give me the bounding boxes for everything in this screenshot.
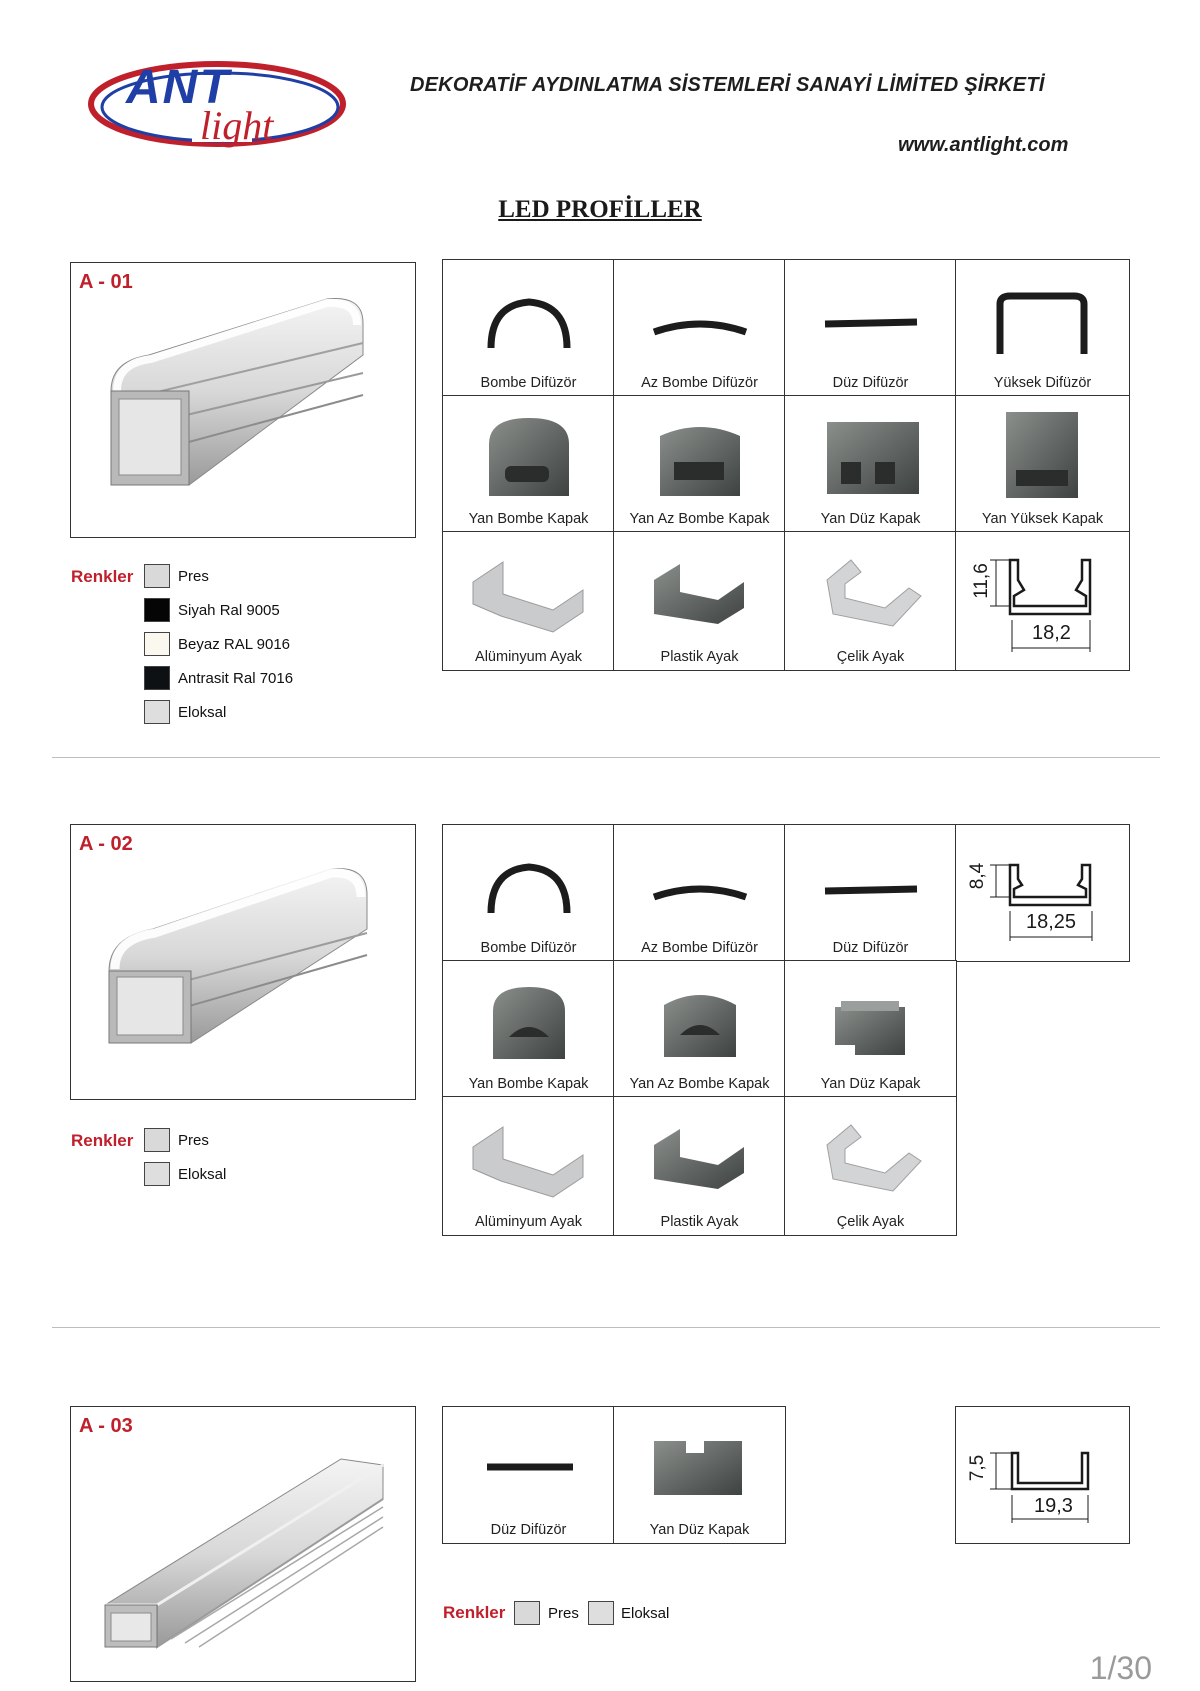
- dimension-drawing-a01: [955, 531, 1130, 671]
- part-plastik-ayak[interactable]: Plastik Ayak: [613, 531, 786, 671]
- color-label: Eloksal: [621, 1605, 670, 1622]
- company-name: DEKORATİF AYDINLATMA SİSTEMLERİ SANAYİ LİMİTED ŞİRKETİ: [410, 74, 1045, 96]
- swatch-eloksal[interactable]: [144, 1162, 170, 1186]
- bombe-difuzor-icon: [443, 825, 614, 935]
- aluminyum-ayak-icon: [443, 532, 614, 642]
- product-a02-photo: [70, 824, 416, 1100]
- section-divider: [52, 1327, 1160, 1328]
- part-az-bombe-difuzor[interactable]: Az Bombe Difüzör: [613, 259, 786, 397]
- product-a02-parts: [442, 824, 1130, 1236]
- profile-a02-image: [71, 825, 415, 1099]
- dim-width: 19,3: [1034, 1495, 1073, 1517]
- color-label: Pres: [178, 1132, 209, 1149]
- product-code: A - 03: [79, 1415, 133, 1437]
- az-bombe-difuzor-icon: [614, 260, 785, 370]
- swatch-pres[interactable]: [144, 564, 170, 588]
- aluminyum-ayak-icon: [443, 1097, 614, 1207]
- part-bombe-difuzor[interactable]: Bombe Difüzör: [442, 259, 615, 397]
- renkler-label: Renkler: [443, 1603, 506, 1622]
- dim-height: 7,5: [967, 1454, 988, 1482]
- dimension-drawing-a03: [955, 1406, 1130, 1544]
- celik-ayak-icon: [785, 1097, 956, 1207]
- dim-height: 8,4: [967, 862, 988, 890]
- swatch-pres[interactable]: [514, 1601, 540, 1625]
- yan-duz-kapak-icon: [785, 396, 956, 506]
- dim-height: 11,6: [971, 563, 992, 599]
- part-yan-az-bombe-kapak[interactable]: Yan Az Bombe Kapak: [613, 395, 786, 533]
- plastik-ayak-icon: [614, 1097, 785, 1207]
- swatch-eloksal[interactable]: [144, 700, 170, 724]
- yan-bombe-kapak-icon: [443, 961, 614, 1071]
- part-duz-difuzor[interactable]: Düz Difüzör: [784, 824, 957, 962]
- logo-light-text: light: [200, 103, 274, 148]
- part-duz-difuzor[interactable]: Düz Difüzör: [784, 259, 957, 397]
- swatch-antrasit[interactable]: [144, 666, 170, 690]
- product-code: A - 02: [79, 833, 133, 855]
- profile-a01-image: [71, 263, 415, 537]
- swatch-beyaz[interactable]: [144, 632, 170, 656]
- part-yan-az-bombe-kapak[interactable]: Yan Az Bombe Kapak: [613, 960, 786, 1098]
- profile-a03-image: [71, 1407, 415, 1681]
- swatch-eloksal[interactable]: [588, 1601, 614, 1625]
- part-yuksek-difuzor[interactable]: Yüksek Difüzör: [955, 259, 1130, 397]
- yan-yuksek-kapak-icon: [956, 396, 1127, 506]
- part-yan-bombe-kapak[interactable]: Yan Bombe Kapak: [442, 395, 615, 533]
- renkler-label: Renkler: [71, 1131, 134, 1150]
- swatch-pres[interactable]: [144, 1128, 170, 1152]
- duz-difuzor-icon: [785, 260, 956, 370]
- color-label: Siyah Ral 9005: [178, 602, 280, 619]
- celik-ayak-icon: [785, 532, 956, 642]
- part-yan-duz-kapak[interactable]: Yan Düz Kapak: [784, 395, 957, 533]
- brand-logo: [82, 52, 352, 162]
- page-title: LED PROFİLLER: [498, 196, 702, 223]
- color-label: Beyaz RAL 9016: [178, 636, 291, 653]
- part-yan-bombe-kapak[interactable]: Yan Bombe Kapak: [442, 960, 615, 1098]
- dimension-drawing-a02: [955, 824, 1130, 962]
- part-yan-duz-kapak[interactable]: Yan Düz Kapak: [613, 1406, 786, 1544]
- section-divider: [52, 757, 1160, 758]
- color-label: Eloksal: [178, 704, 227, 721]
- part-celik-ayak[interactable]: Çelik Ayak: [784, 531, 957, 671]
- yan-duz-kapak-icon: [785, 961, 956, 1071]
- part-yan-duz-kapak[interactable]: Yan Düz Kapak: [784, 960, 957, 1098]
- product-a03-photo: [70, 1406, 416, 1682]
- part-aluminyum-ayak[interactable]: Alüminyum Ayak: [442, 531, 615, 671]
- color-label: Antrasit Ral 7016: [178, 670, 294, 687]
- yan-duz-kapak-icon: [614, 1407, 785, 1517]
- yan-az-bombe-kapak-icon: [614, 396, 785, 506]
- logo-ant-text: ANT: [126, 61, 231, 114]
- swatch-siyah[interactable]: [144, 598, 170, 622]
- plastik-ayak-icon: [614, 532, 785, 642]
- dimension-diagram: [956, 532, 1129, 670]
- dim-width: 18,2: [1032, 622, 1071, 644]
- yuksek-difuzor-icon: [956, 260, 1127, 370]
- color-label: Eloksal: [178, 1166, 227, 1183]
- part-bombe-difuzor[interactable]: Bombe Difüzör: [442, 824, 615, 962]
- page-indicator: 1/30: [1089, 1650, 1152, 1686]
- dim-width: 18,25: [1026, 911, 1077, 933]
- duz-difuzor-icon: [443, 1407, 614, 1517]
- part-aluminyum-ayak[interactable]: Alüminyum Ayak: [442, 1096, 615, 1236]
- website-link[interactable]: www.antlight.com: [898, 134, 1069, 156]
- part-celik-ayak[interactable]: Çelik Ayak: [784, 1096, 957, 1236]
- part-duz-difuzor[interactable]: Düz Difüzör: [442, 1406, 615, 1544]
- product-a01-photo: [70, 262, 416, 538]
- color-label: Pres: [178, 568, 209, 585]
- part-yan-yuksek-kapak[interactable]: Yan Yüksek Kapak: [955, 395, 1130, 533]
- color-label: Pres: [548, 1605, 579, 1622]
- product-code: A - 01: [79, 271, 133, 293]
- yan-az-bombe-kapak-icon: [614, 961, 785, 1071]
- part-plastik-ayak[interactable]: Plastik Ayak: [613, 1096, 786, 1236]
- bombe-difuzor-icon: [443, 260, 614, 370]
- duz-difuzor-icon: [785, 825, 956, 935]
- part-az-bombe-difuzor[interactable]: Az Bombe Difüzör: [613, 824, 786, 962]
- az-bombe-difuzor-icon: [614, 825, 785, 935]
- renkler-label: Renkler: [71, 567, 134, 586]
- product-a01-parts: [442, 259, 1130, 671]
- yan-bombe-kapak-icon: [443, 396, 614, 506]
- product-a03-parts: [442, 1406, 1130, 1546]
